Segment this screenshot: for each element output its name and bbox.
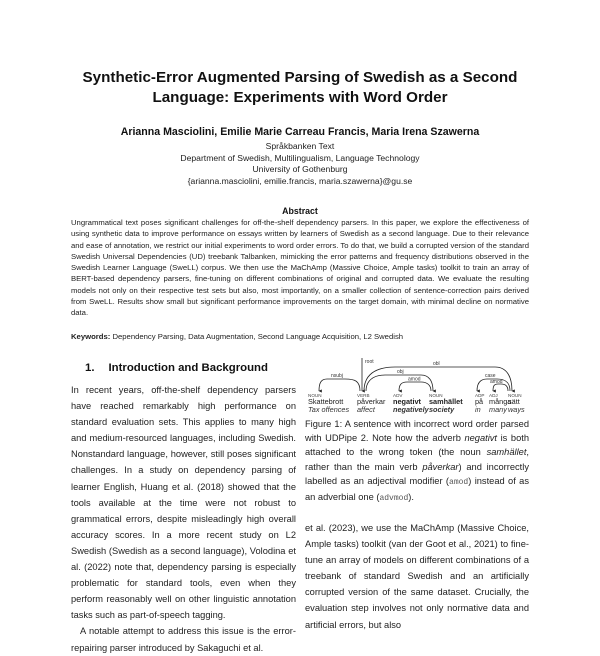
nsubj-label: nsubj bbox=[331, 373, 343, 379]
title-line-1: Synthetic-Error Augmented Parsing of Swedish as a Second bbox=[82, 69, 518, 86]
root-label: root bbox=[365, 359, 374, 365]
token-paverkar: VERB påverkar affect bbox=[357, 393, 386, 414]
affiliation-block bbox=[60, 141, 540, 188]
case-label: case bbox=[485, 373, 496, 379]
paper-title bbox=[60, 68, 540, 108]
section-number: 1. bbox=[85, 362, 95, 374]
obj-label: obj bbox=[397, 369, 404, 375]
intro-paragraph-1: In recent years, off-the-shelf dependency parsers have reached remarkably high performance on standard evaluation sets. This applies to many high and medium-resourced languages, including Swedish. Nonstandard language, however, still poses significant challenges. In a study on dependency parsing of learner English, Huang et al. (2018) showed that the tools available at the time were not robust to grammatical errors, despite misleadingly high overall accuracy scores. In a more recent study on L2 Swedish (Swedish as a second language), Volodina et al. (2022) note that, dependency parsing is especially problematic for standard tools, even when they perform reasonably well on other linguistic annotation tasks such as part-of-speech tagging. bbox=[71, 385, 296, 621]
figure-1-dependency-tree bbox=[305, 355, 530, 417]
token-manga: ADJ många many bbox=[489, 393, 512, 414]
token-negativt: ADV negativt negatively bbox=[393, 393, 429, 414]
abstract-text: Ungrammatical text poses significant challenges for off-the-shelf dependency parsers. In this paper, we explore the effectiveness of using synthetic data to improve performance on essays written by learners of Swedish as a second language. Due to their relevance and ease of annotation, we restrict our initial experiments to word order errors. To do that, we build a corrupted version of the standard Swedish Universal Dependencies (UD) treebank Talbanken, mimicking the error patterns and frequency distributions observed in the Swedish Learner Language (SweLL) corpus. We then use the MaChAmp (Massive Choice, Ample tasks) toolkit to train an array of BERT-based dependency parsers, fine-tuning on different combinations of original and corrupted data. We evaluate the resulting models not only on their respective test sets but also, most importantly, on a smaller collection of sentence-correction pairs derived from SweLL. Results show small but significant performance improvements on the target domain, with minimal decline on normative data. bbox=[71, 218, 529, 318]
affiliation-lab: Språkbanken Text bbox=[265, 141, 335, 151]
left-column-body bbox=[71, 382, 296, 656]
token-skattebrott: NOUN Skattebrott Tax offences bbox=[308, 393, 350, 414]
amod-arc-2 bbox=[493, 384, 508, 391]
right-column-body bbox=[305, 520, 529, 633]
nsubj-arc bbox=[319, 379, 360, 391]
affiliation-department: Department of Swedish, Multilingualism, Language Technology bbox=[180, 152, 420, 163]
abstract-heading: Abstract bbox=[282, 206, 318, 216]
figure-1-caption: Figure 1: A sentence with incorrect word order parsed with UDPipe 2. Note how the adverb negativt is both attached to the wrong token (the noun samhället, rather than the main verb påverkar) and incorrectly labelled as an adjectival modifier (amod) instead of as an adverbial one (advmod). bbox=[305, 419, 529, 504]
author-list: Arianna Masciolini, Emilie Marie Carreau Francis, Maria Irena Szawerna bbox=[120, 126, 480, 138]
token-pa: ADP på in bbox=[475, 393, 485, 414]
keywords-label: Keywords: bbox=[71, 332, 111, 341]
amod-label-2: amod bbox=[490, 379, 503, 385]
section-title: Introduction and Background bbox=[108, 362, 268, 374]
amod-arc-1 bbox=[399, 382, 431, 391]
amod-label-1: amod bbox=[408, 376, 421, 383]
affiliation-university: University of Gothenburg bbox=[252, 164, 348, 175]
title-line-2: Language: Experiments with Word Order bbox=[152, 89, 448, 106]
keywords-list: Dependency Parsing, Data Augmentation, Second Language Acquisition, L2 Swedish bbox=[110, 332, 404, 341]
right-column-paragraph: et al. (2023), we use the MaChAmp (Massive Choice, Ample tasks) toolkit (van der Goot et al., 2021) to fine-tune an array of models on different combinations of a treebank of standard Swedish and an artificially corrupted version of the same dataset. Crucially, the evaluation step involves not only normative data and artificial errors, but also bbox=[305, 523, 529, 630]
keywords bbox=[71, 331, 529, 342]
obl-label: obl bbox=[433, 361, 440, 367]
section-heading bbox=[85, 361, 268, 375]
token-satt: NOUN sätt ways bbox=[508, 393, 525, 414]
intro-paragraph-2: A notable attempt to address this issue is the error-repairing parser introduced by Sakaguchi et al. bbox=[71, 626, 296, 653]
token-samhallet: NOUN samhället society bbox=[429, 393, 463, 414]
author-emails: {arianna.masciolini, emilie.francis, maria.szawerna}@gu.se bbox=[187, 176, 413, 187]
